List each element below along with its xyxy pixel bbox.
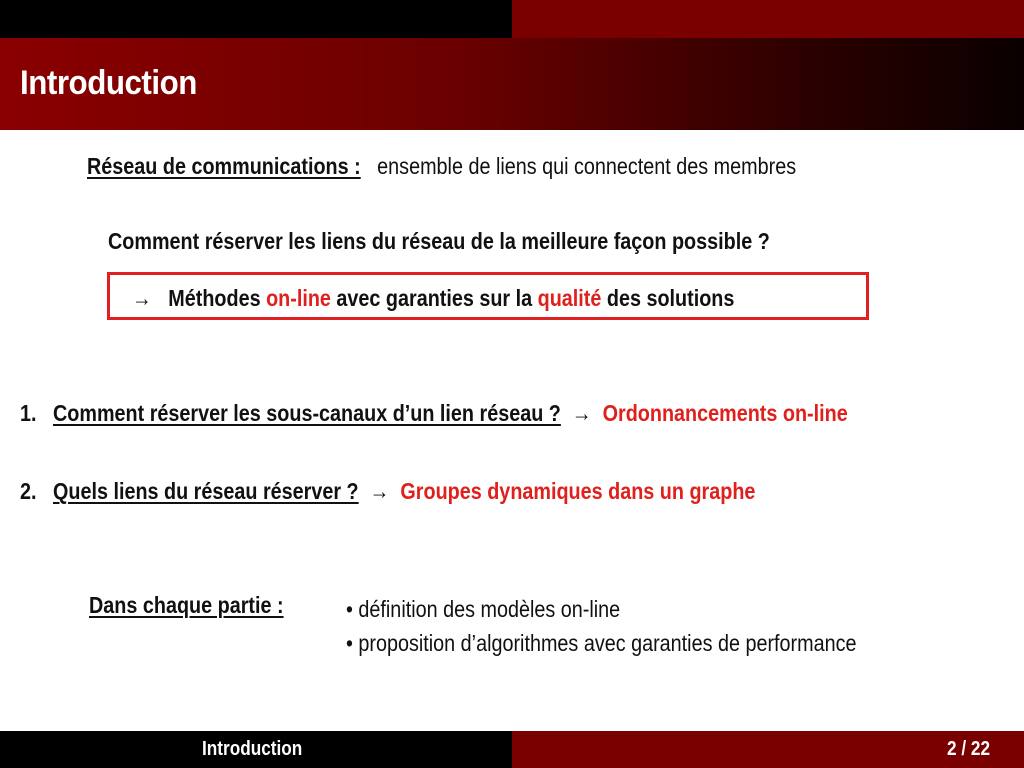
footer-section-title: Introduction xyxy=(202,738,303,760)
bullet-item: • définition des modèles on-line xyxy=(346,596,621,622)
footer-page-number: 2 / 22 xyxy=(947,738,991,760)
top-bar-left xyxy=(0,0,512,38)
item-answer: Ordonnancements on-line xyxy=(602,400,848,426)
slide-title: Introduction xyxy=(20,64,197,102)
list-item xyxy=(20,478,755,505)
parts-label: Dans chaque partie : xyxy=(89,592,284,618)
definition-text: ensemble de liens qui connectent des membres xyxy=(377,153,797,179)
arrow-icon: → xyxy=(132,285,152,311)
main-question: Comment réserver les liens du réseau de la meilleure façon possible ? xyxy=(108,228,770,254)
item-number: 2. xyxy=(20,478,37,504)
slide-header xyxy=(0,38,1024,130)
item-question: Quels liens du réseau réserver ? xyxy=(52,478,359,504)
highlight-box-text: → Méthodes on-line avec garanties sur la qualité des solutions xyxy=(132,285,735,311)
item-question: Comment réserver les sous-canaux d’un lien réseau ? xyxy=(52,400,561,426)
parts-bullet-list xyxy=(346,592,857,660)
item-answer: Groupes dynamiques dans un graphe xyxy=(400,478,756,504)
bullet-item: • proposition d’algorithmes avec garanties de performance xyxy=(346,630,857,656)
top-bar-right xyxy=(512,0,1024,38)
list-item xyxy=(20,400,848,427)
highlight-box xyxy=(107,272,869,320)
highlight-quality: qualité xyxy=(537,285,602,311)
arrow-icon: → xyxy=(571,400,592,426)
definition-term: Réseau de communications : xyxy=(87,153,361,179)
item-number: 1. xyxy=(20,400,37,426)
arrow-icon: → xyxy=(369,478,390,504)
highlight-online: on-line xyxy=(266,285,331,311)
definition-line xyxy=(87,153,796,180)
